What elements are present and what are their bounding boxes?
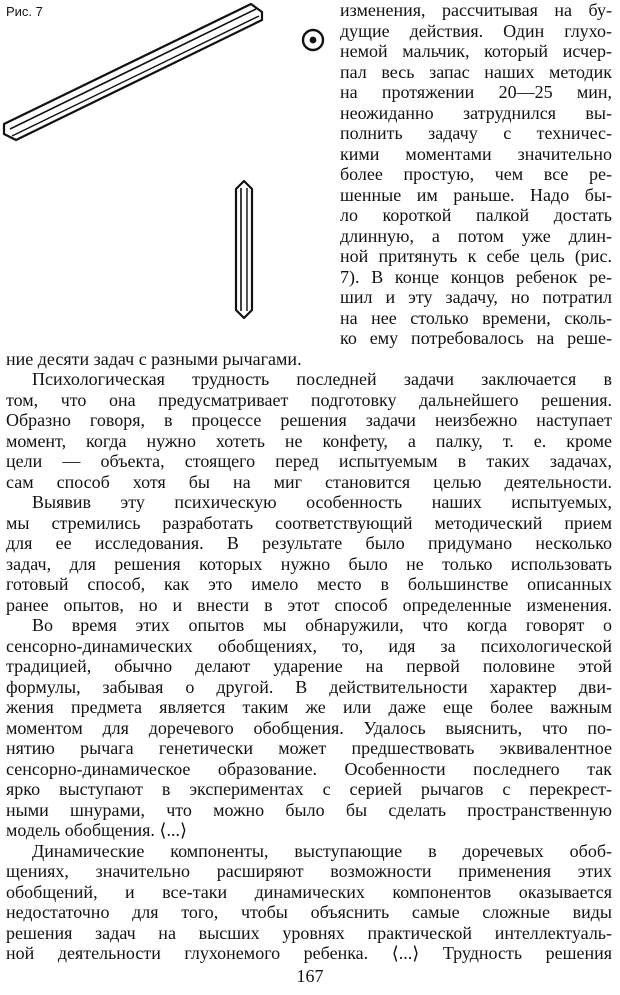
text-line: неожиданно затруднился вы-: [340, 102, 612, 123]
text-line: момент, когда нужно хотеть не конфету, а палку, т. е. кроме: [6, 430, 612, 451]
text-line: ной деятельности глухонемого ребенка. ⟨...⟩ Трудность решения: [6, 943, 612, 963]
text-line: недостаточно для того, чтобы объяснить самые сложные виды: [6, 902, 612, 922]
text-line: ными шнурами, что можно было бы сделать пространственную: [6, 799, 612, 820]
text-line: щениях, значительно расширяют возможности применения этих: [6, 861, 612, 881]
text-line: ранее опытов, но и внести в этот способ определенные изменения.: [6, 594, 612, 615]
text-line: моментом для доречевого обобщения. Удалось выяснить, что по-: [6, 717, 612, 738]
text-line: шенные им раньше. Надо бы-: [340, 184, 612, 205]
text-line: Выявив эту психическую особенность наших испытуемых,: [32, 492, 612, 512]
text-line: нятию рычага генетически может предшествовать эквивалентное: [6, 738, 612, 758]
long-diagonal-stick: [4, 4, 262, 140]
short-vertical-stick: [236, 181, 252, 318]
text-line: пал весь запас наших методик: [340, 61, 612, 82]
text-line: для ее исследования. В результате было придумано несколько: [6, 533, 612, 553]
text-line: сенсорно-динамических обобщениях, то, идя за психологической: [6, 635, 612, 656]
text-line: Психологическая трудность последней задачи заключается в: [32, 369, 612, 389]
text-line: полнить задачу с техничес-: [340, 123, 612, 143]
text-line: кими моментами значительно: [340, 143, 612, 164]
text-line: изменения, рассчитывая на бу-: [340, 0, 612, 20]
text-line: Динамические компоненты, выступающие в доречевых обоб-: [32, 840, 612, 861]
text-line: Во время этих опытов мы обнаружили, что когда говорят о: [32, 615, 612, 635]
text-line: решения задач на высших уровнях практической интеллектуаль-: [6, 922, 612, 943]
text-line: более простую, чем все ре-: [340, 164, 612, 184]
text-line: длинную, а потом уже длин-: [340, 225, 612, 246]
text-line: 7). В конце концов ребенок ре-: [340, 266, 612, 287]
text-line: на нее столько времени, сколь-: [340, 307, 612, 328]
text-line: традицией, обычно делают ударение на первой половине этой: [6, 656, 612, 676]
text-line: ной притянуть к себе цель (рис.: [340, 246, 612, 266]
text-line: том, что она предусматривает подготовку дальнейшего решения.: [6, 389, 612, 410]
text-line: ко ему потребовалось на реше-: [340, 328, 612, 348]
text-line: Образно говоря, в процессе решения задачи неизбежно наступает: [6, 410, 612, 430]
text-line: немой мальчик, который исчер-: [340, 41, 612, 61]
text-line: обобщений, и все-таки динамических компонентов оказывается: [6, 881, 612, 902]
text-line: модель обобщения. ⟨...⟩: [6, 820, 187, 840]
text-line: мы стремились разработать соответствующий методический прием: [6, 512, 612, 533]
figure-7-illustration: [0, 0, 330, 330]
text-line: жения предмета является таким же или даже еще более важным: [6, 697, 612, 717]
text-line: на протяжении 20—25 мин,: [340, 82, 612, 102]
text-line: шил и эту задачу, но потратил: [340, 287, 612, 307]
text-line: сам способ хотя бы на миг становится целью деятельности.: [6, 471, 612, 492]
target-circle-icon: [303, 30, 323, 50]
text-line: сенсорно-динамическое образование. Особенности последнего так: [6, 758, 612, 779]
text-line: дущие действия. Один глухо-: [340, 20, 612, 41]
text-line: готовый способ, как это имело место в большинстве описанных: [6, 574, 612, 594]
text-line: задач, для решения которых нужно было не только использовать: [6, 553, 612, 574]
figure-caption: Рис. 7: [6, 4, 43, 19]
text-line: формулы, забывая о другой. В действительности характер дви-: [6, 676, 612, 697]
page-number: 167: [296, 965, 324, 986]
text-line: ярко выступают в экспериментах с серией рычагов с перекрест-: [6, 779, 612, 799]
text-line: ние десяти задач с разными рычагами.: [6, 348, 302, 369]
text-line: ло короткой палкой достать: [340, 205, 612, 225]
text-line: цели — объекта, стоящего перед испытуемым в таких задачах,: [6, 451, 612, 471]
